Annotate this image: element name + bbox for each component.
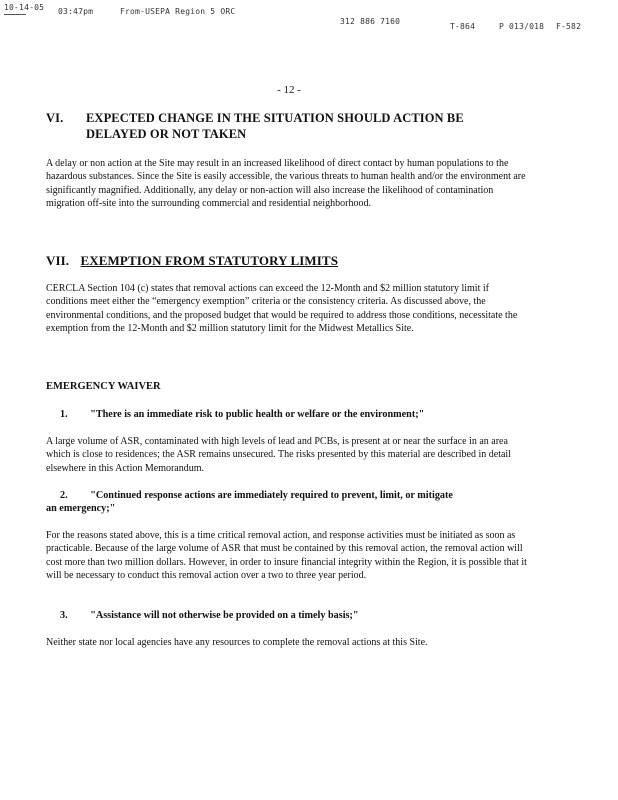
emergency-waiver-heading: EMERGENCY WAIVER	[46, 381, 161, 392]
fax-time: 03:47pm	[58, 7, 94, 16]
section-vii-body: CERCLA Section 104 (c) states that removal actions can exceed the 12-Month and $2 million statutory limit if conditions meet either the “emergency exemption” criteria or the consistency criteria. As discussed above, the environmental conditions, and the proposed budget that would be required to address those conditions, necessitate the exemption from the 12-Month and $2 million statutory limit for the Midwest Metallics Site.	[46, 283, 518, 335]
fax-phone: 312 886 7160	[340, 17, 401, 26]
criterion-2-text-line1: "Continued response actions are immediately required to prevent, limit, or mitigate	[90, 490, 453, 501]
criterion-1	[60, 408, 530, 421]
criterion-2-number: 2.	[60, 490, 68, 501]
section-vi-title-line2: DELAYED OR NOT TAKEN	[86, 127, 247, 141]
criterion-3-text: "Assistance will not otherwise be provided on a timely basis;"	[90, 610, 359, 621]
criterion-2	[46, 489, 536, 516]
criterion-2-body: For the reasons stated above, this is a time critical removal action, and response activities must be initiated as soon as practicable. Because of the large volume of ASR that must be contained by this removal action, the removal action will cost more than two million dollars. However, in order to insure financial integrity within the Region, it is possible that it will be necessary to conduct this removal action over a two to three year period.	[46, 530, 527, 582]
section-vi-heading	[46, 110, 566, 142]
fax-header-rule	[4, 14, 26, 15]
criterion-3-body: Neither state nor local agencies have any resources to complete the removal actions at this Site.	[46, 637, 428, 648]
fax-from: From-USEPA Region 5 ORC	[120, 7, 236, 16]
fax-page: P 013/018	[499, 22, 545, 31]
criterion-1-body: A large volume of ASR, contaminated with high levels of lead and PCBs, is present at or near the surface in an area which is close to residences; the ASR remains unsecured. The risks presented by this material are described in detail elsewhere in this Action Memorandum.	[46, 436, 511, 474]
criterion-1-number: 1.	[60, 409, 68, 420]
section-vi-title-line1: EXPECTED CHANGE IN THE SITUATION SHOULD ACTION BE	[86, 111, 464, 125]
page-number: - 12 -	[277, 84, 301, 96]
section-vii-title: EXEMPTION FROM STATUTORY LIMITS	[80, 253, 339, 268]
section-vi-number: VI.	[46, 111, 64, 125]
fax-code: T-864	[450, 22, 476, 31]
criterion-1-text: "There is an immediate risk to public health or welfare or the environment;"	[90, 409, 425, 420]
fax-form: F-582	[556, 22, 582, 31]
criterion-2-text-line2: an emergency;"	[46, 503, 116, 515]
section-vii-heading	[46, 253, 338, 269]
section-vi-body: A delay or non action at the Site may result in an increased likelihood of direct contact by human populations to the hazardous substances. Since the Site is easily accessible, the various threats to human health and/or the environment are significantly magnified. Additionally, any delay or non-action will also increase the likelihood of contamination migration off-site into the surrounding commercial and residential neighborhood.	[46, 158, 526, 210]
fax-header	[0, 0, 618, 30]
criterion-3-number: 3.	[60, 610, 68, 621]
criterion-3	[60, 609, 530, 622]
fax-date: 10-14-05	[4, 3, 45, 12]
section-vii-number: VII.	[46, 253, 70, 268]
